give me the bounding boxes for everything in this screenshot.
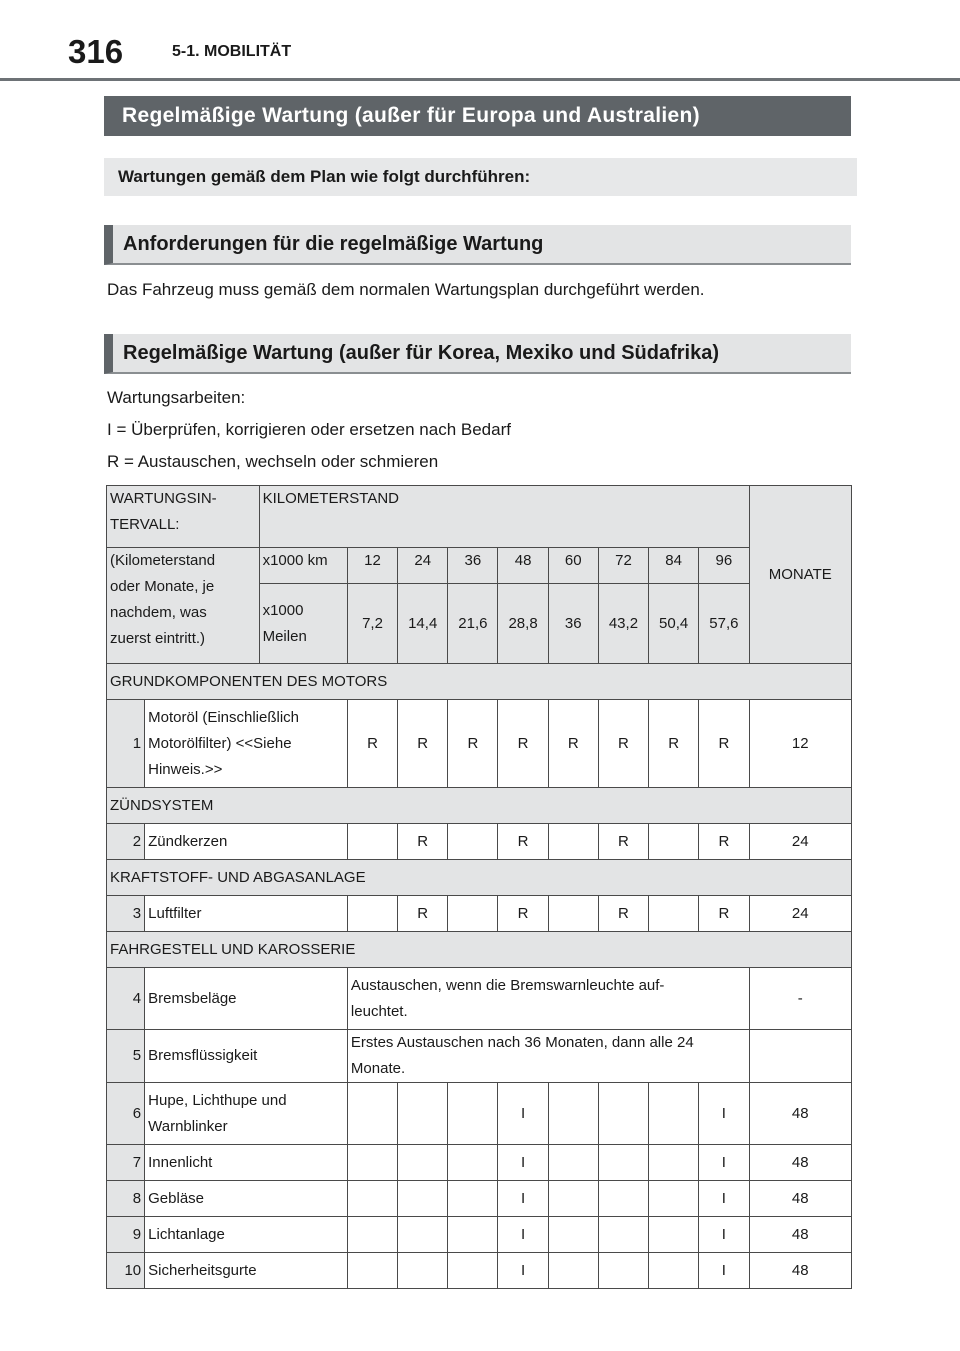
item-number: 5 bbox=[107, 1030, 145, 1083]
km-value: 96 bbox=[699, 548, 749, 584]
km-value: 60 bbox=[548, 548, 598, 584]
table-row bbox=[107, 896, 852, 932]
interval-cell bbox=[598, 1083, 648, 1145]
item-number: 4 bbox=[107, 968, 145, 1030]
interval-cell bbox=[548, 1217, 598, 1253]
km-value: 12 bbox=[347, 548, 397, 584]
legend-line: I = Überprüfen, korrigieren oder ersetzen nach Bedarf bbox=[107, 420, 511, 439]
table-row bbox=[107, 1253, 852, 1289]
page-number: 316 bbox=[68, 33, 124, 70]
miles-unit: x1000 Meilen bbox=[259, 584, 347, 664]
requirements-heading: Anforderungen für die regelmäßige Wartung bbox=[104, 225, 851, 265]
km-value: 48 bbox=[498, 548, 548, 584]
months-value: 48 bbox=[749, 1217, 851, 1253]
miles-value: 50,4 bbox=[649, 584, 699, 664]
miles-value: 14,4 bbox=[398, 584, 448, 664]
table-row bbox=[107, 824, 852, 860]
group-row bbox=[107, 664, 852, 700]
header-row bbox=[107, 486, 852, 548]
item-name: Zündkerzen bbox=[145, 824, 348, 860]
interval-cell bbox=[548, 1253, 598, 1289]
item-number: 6 bbox=[107, 1083, 145, 1145]
header-rule bbox=[0, 78, 960, 81]
page-header bbox=[0, 0, 960, 82]
interval-cell bbox=[548, 1083, 598, 1145]
table-row bbox=[107, 968, 852, 1030]
interval-cell bbox=[347, 824, 397, 860]
interval-cell bbox=[548, 1145, 598, 1181]
item-note: Erstes Austauschen nach 36 Monaten, dann alle 24 Monate. bbox=[347, 1030, 749, 1083]
table-row bbox=[107, 700, 852, 788]
interval-cell bbox=[398, 1083, 448, 1145]
miles-value: 36 bbox=[548, 584, 598, 664]
miles-value: 43,2 bbox=[598, 584, 648, 664]
interval-cell bbox=[347, 1253, 397, 1289]
interval-cell: R bbox=[398, 824, 448, 860]
legend-line: Wartungsarbeiten: bbox=[107, 388, 246, 407]
interval-cell bbox=[398, 1181, 448, 1217]
interval-cell: R bbox=[398, 896, 448, 932]
interval-label: WARTUNGSIN- TERVALL: bbox=[107, 486, 260, 548]
interval-cell bbox=[649, 1253, 699, 1289]
interval-cell bbox=[398, 1253, 448, 1289]
months-value: 24 bbox=[749, 824, 851, 860]
interval-cell bbox=[448, 1145, 498, 1181]
regular-maintenance-heading: Regelmäßige Wartung (außer für Korea, Mexiko und Südafrika) bbox=[104, 334, 851, 374]
interval-cell bbox=[649, 1181, 699, 1217]
months-value: 48 bbox=[749, 1253, 851, 1289]
km-value: 84 bbox=[649, 548, 699, 584]
table-body bbox=[107, 486, 852, 1289]
legend-line: R = Austauschen, wechseln oder schmieren bbox=[107, 452, 439, 471]
item-number: 3 bbox=[107, 896, 145, 932]
interval-cell: I bbox=[699, 1217, 749, 1253]
months-value: 48 bbox=[749, 1145, 851, 1181]
interval-cell: I bbox=[699, 1253, 749, 1289]
table-row bbox=[107, 1083, 852, 1145]
months-value bbox=[749, 1030, 851, 1083]
interval-cell: I bbox=[498, 1083, 548, 1145]
item-name: Innenlicht bbox=[145, 1145, 348, 1181]
interval-cell: R bbox=[598, 824, 648, 860]
interval-cell bbox=[598, 1253, 648, 1289]
item-name: Sicherheitsgurte bbox=[145, 1253, 348, 1289]
requirements-text: Das Fahrzeug muss gemäß dem normalen Wartungsplan durchgeführt werden. bbox=[107, 280, 705, 299]
item-note: Austauschen, wenn die Bremswarnleuchte auf- leuchtet. bbox=[347, 968, 749, 1030]
km-value: 72 bbox=[598, 548, 648, 584]
group-heading: FAHRGESTELL UND KAROSSERIE bbox=[107, 932, 852, 968]
interval-cell: R bbox=[347, 700, 397, 788]
interval-cell bbox=[448, 1253, 498, 1289]
interval-cell: I bbox=[498, 1145, 548, 1181]
months-value: - bbox=[749, 968, 851, 1030]
interval-cell: R bbox=[548, 700, 598, 788]
interval-cell bbox=[649, 1145, 699, 1181]
interval-cell: R bbox=[498, 700, 548, 788]
interval-cell bbox=[448, 896, 498, 932]
group-heading: ZÜNDSYSTEM bbox=[107, 788, 852, 824]
interval-cell bbox=[347, 1083, 397, 1145]
miles-value: 57,6 bbox=[699, 584, 749, 664]
months-value: 24 bbox=[749, 896, 851, 932]
interval-cell: R bbox=[598, 700, 648, 788]
months-value: 12 bbox=[749, 700, 851, 788]
interval-cell bbox=[548, 1181, 598, 1217]
interval-cell: I bbox=[498, 1181, 548, 1217]
interval-cell bbox=[649, 896, 699, 932]
interval-cell bbox=[448, 1181, 498, 1217]
group-heading: KRAFTSTOFF- UND ABGASANLAGE bbox=[107, 860, 852, 896]
months-label: MONATE bbox=[749, 486, 851, 664]
odometer-label: KILOMETERSTAND bbox=[259, 486, 749, 548]
interval-cell bbox=[598, 1145, 648, 1181]
item-number: 1 bbox=[107, 700, 145, 788]
item-name: Hupe, Lichthupe und Warnblinker bbox=[145, 1083, 348, 1145]
km-value: 24 bbox=[398, 548, 448, 584]
group-heading: GRUNDKOMPONENTEN DES MOTORS bbox=[107, 664, 852, 700]
interval-cell bbox=[649, 1217, 699, 1253]
interval-cell: I bbox=[699, 1181, 749, 1217]
interval-cell: R bbox=[398, 700, 448, 788]
interval-cell bbox=[448, 1217, 498, 1253]
km-unit: x1000 km bbox=[259, 548, 347, 584]
months-value: 48 bbox=[749, 1181, 851, 1217]
interval-cell: I bbox=[699, 1083, 749, 1145]
interval-cell bbox=[448, 1083, 498, 1145]
item-number: 8 bbox=[107, 1181, 145, 1217]
interval-cell: I bbox=[699, 1145, 749, 1181]
interval-cell bbox=[398, 1217, 448, 1253]
km-value: 36 bbox=[448, 548, 498, 584]
page-title: Regelmäßige Wartung (außer für Europa und Australien) bbox=[104, 96, 851, 136]
group-row bbox=[107, 932, 852, 968]
miles-value: 28,8 bbox=[498, 584, 548, 664]
table-row bbox=[107, 1030, 852, 1083]
item-number: 2 bbox=[107, 824, 145, 860]
interval-cell bbox=[548, 896, 598, 932]
item-name: Luftfilter bbox=[145, 896, 348, 932]
item-number: 7 bbox=[107, 1145, 145, 1181]
intro-box: Wartungen gemäß dem Plan wie folgt durchführen: bbox=[104, 158, 857, 196]
interval-cell: R bbox=[498, 824, 548, 860]
interval-cell bbox=[398, 1145, 448, 1181]
interval-cell bbox=[448, 824, 498, 860]
interval-cell: I bbox=[498, 1253, 548, 1289]
item-name: Motoröl (Einschließlich Motorölfilter) <<Siehe Hinweis.>> bbox=[145, 700, 348, 788]
item-name: Bremsbeläge bbox=[145, 968, 348, 1030]
interval-cell: R bbox=[699, 824, 749, 860]
interval-cell bbox=[347, 896, 397, 932]
item-name: Lichtanlage bbox=[145, 1217, 348, 1253]
item-name: Bremsflüssigkeit bbox=[145, 1030, 348, 1083]
interval-cell bbox=[347, 1145, 397, 1181]
interval-cell bbox=[649, 1083, 699, 1145]
miles-value: 7,2 bbox=[347, 584, 397, 664]
table-row bbox=[107, 1217, 852, 1253]
table-row bbox=[107, 1181, 852, 1217]
group-row bbox=[107, 860, 852, 896]
interval-cell: R bbox=[598, 896, 648, 932]
item-number: 9 bbox=[107, 1217, 145, 1253]
interval-cell bbox=[347, 1181, 397, 1217]
interval-cell bbox=[598, 1181, 648, 1217]
months-value: 48 bbox=[749, 1083, 851, 1145]
interval-cell: R bbox=[699, 700, 749, 788]
miles-value: 21,6 bbox=[448, 584, 498, 664]
interval-cell bbox=[649, 824, 699, 860]
interval-cell bbox=[548, 824, 598, 860]
table-row bbox=[107, 1145, 852, 1181]
km-row bbox=[107, 548, 852, 584]
interval-cell: I bbox=[498, 1217, 548, 1253]
item-number: 10 bbox=[107, 1253, 145, 1289]
interval-cell: R bbox=[699, 896, 749, 932]
section-label: 5-1. MOBILITÄT bbox=[172, 43, 292, 60]
interval-cell: R bbox=[498, 896, 548, 932]
interval-cell: R bbox=[649, 700, 699, 788]
group-row bbox=[107, 788, 852, 824]
interval-note: (Kilometerstand oder Monate, je nachdem, was zuerst eintritt.) bbox=[107, 548, 260, 664]
item-name: Gebläse bbox=[145, 1181, 348, 1217]
interval-cell bbox=[598, 1217, 648, 1253]
maintenance-schedule-table bbox=[106, 485, 852, 1289]
interval-cell: R bbox=[448, 700, 498, 788]
interval-cell bbox=[347, 1217, 397, 1253]
